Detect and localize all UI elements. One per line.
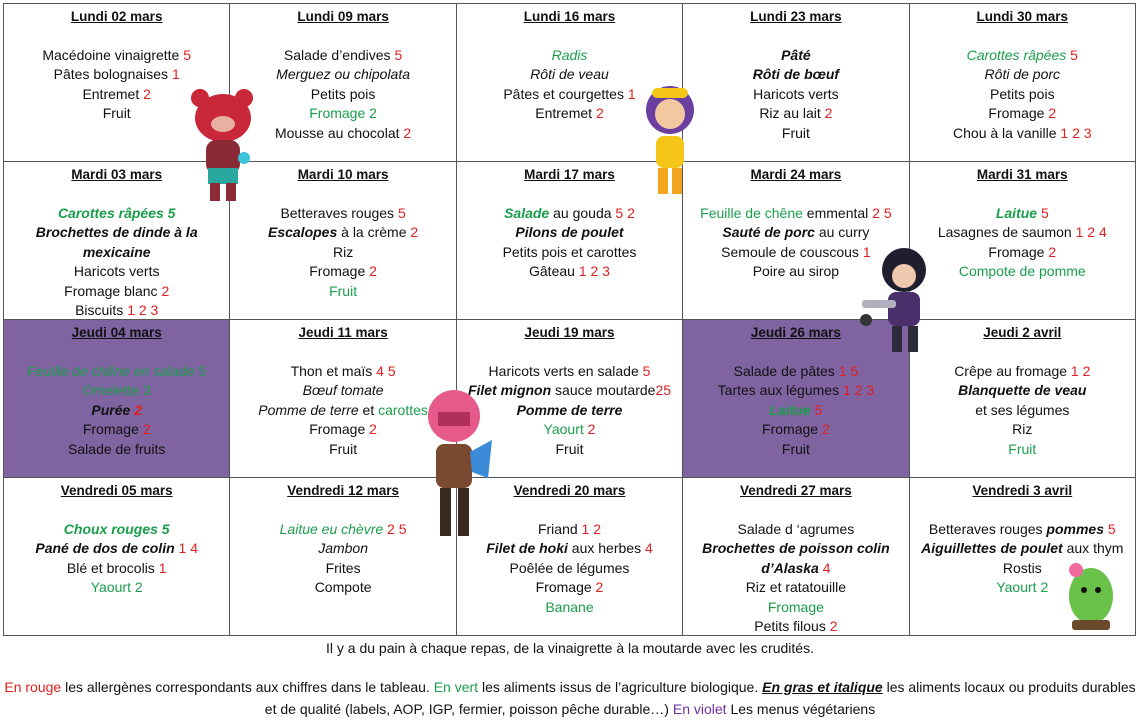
menu-item [687,401,904,421]
menu-text: Fruit [781,440,810,457]
menu-text: Fruit [555,440,584,457]
menu-text: 1 2 3 [1060,124,1092,141]
legend-violet-text: Les menus végétariens [726,701,876,717]
menu-text: 1 5 [838,362,859,379]
menu-item [461,539,678,559]
menu-item [914,204,1131,224]
menu-text: Macédoine vinaigrette [42,46,184,63]
menu-text: Fruit [102,105,131,121]
day-title: Vendredi 27 mars [739,483,852,498]
legend-bold-text: les aliments locaux ou produits durables et de qualité (labels, AOP, IGP, fermier, poisson pêche durable…) [264,679,1136,717]
menu-text: pommes [1046,520,1104,537]
menu-item [687,124,904,144]
menu-text: Yaourt [543,421,584,437]
menu-text: Salade d ‘agrumes [737,520,855,537]
menu-text: Riz [1012,421,1033,437]
menu-text: 2 [1048,243,1057,260]
menu-item [461,598,678,618]
menu-item [8,520,225,540]
cactus-character-illustration [1058,560,1124,632]
menu-cell-mardi-31-mars [910,162,1136,320]
day-title: Vendredi 3 avril [972,483,1073,498]
menu-grid [3,3,1136,636]
menu-text: Haricots verts en salade [488,362,643,379]
menu-text: 1 2 4 [1075,224,1107,240]
menu-text: 1 2 3 [127,302,159,318]
menu-text: emmental [802,204,873,221]
menu-text: Pomme de terre [258,401,359,418]
menu-text: Thon et maïs [290,362,377,379]
menu-text: Yaourt 2 [996,579,1049,595]
menu-text: Fromage [535,579,596,595]
menu-text: Rôti de veau [530,66,609,82]
menu-item [914,65,1131,85]
day-title: Lundi 23 mars [750,9,842,24]
menu-text: 1 2 [581,520,602,537]
menu-text: Laitue [995,204,1038,221]
menu-item [461,559,678,579]
menu-text: Riz au lait [759,105,825,121]
day-title: Jeudi 26 mars [750,325,841,340]
menu-item [234,559,451,579]
menu-text: Poire au sirop [752,263,840,279]
legend-green-label: En vert [433,679,479,695]
menu-text: Pané de dos de colin [35,540,175,556]
menu-item [461,46,678,66]
day-title: Vendredi 05 mars [60,483,173,498]
legend-bold-label: En gras et italique [762,679,883,695]
menu-item [234,282,451,302]
menu-item [461,204,678,224]
menu-item [461,362,678,382]
menu-text: 2 [595,579,604,595]
menu-item [8,381,225,401]
menu-item [234,243,451,263]
menu-text: Chou à la vanille [953,124,1061,141]
menu-text: Haricots verts [73,263,160,279]
menu-text: Pâtes bolognaises [53,66,172,82]
menu-text: Carottes râpées [966,46,1067,63]
menu-item [687,85,904,105]
menu-text: aux herbes [567,540,645,556]
menu-text: 2 [821,421,830,437]
menu-text: Petits pois [989,85,1055,102]
tara-character-illustration [418,382,496,540]
day-title: Jeudi 2 avril [983,325,1062,340]
menu-text: 2 5 [383,520,407,537]
menu-item [8,204,225,224]
menu-item [687,440,904,460]
menu-text: Frites [325,559,361,576]
menu-text: Crêpe au fromage [954,362,1071,379]
menu-text: 2 5 [872,204,892,221]
menu-item [234,65,451,85]
bibi-character-illustration [858,240,938,355]
menu-text: 1 2 [1070,362,1091,379]
menu-text: 1 [171,66,180,82]
menu-text: 5 [642,362,651,379]
menu-text: 5 [194,362,207,379]
menu-item [914,420,1131,440]
menu-text: carottes [378,401,428,418]
menu-item [8,46,225,66]
menu-item [234,204,451,224]
menu-item [687,362,904,382]
menu-text: 5 2 [615,204,635,221]
menu-text: Haricots verts [753,85,839,102]
day-title: Mardi 03 mars [71,167,163,182]
legend-violet-label: En violet [672,701,727,717]
menu-text: 2 [824,105,833,121]
menu-text: Fruit [329,440,358,457]
menu-text: 5 [810,401,823,418]
menu-text: Fruit [329,282,358,299]
menu-item [234,223,451,243]
menu-text: 2 [369,263,377,279]
menu-text: Petits pois et carottes [502,243,637,260]
menu-item [687,617,904,636]
menu-text: Feuille de chêne en salade [27,362,195,379]
menu-item [8,578,225,598]
menu-item [687,46,904,66]
menu-text: Escalopes [267,224,338,240]
bear-character-illustration [178,88,268,203]
menu-text: Yaourt 2 [90,579,143,595]
menu-text: 5 [394,46,403,63]
menu-item [8,65,225,85]
menu-item [234,539,451,559]
menu-text: Feuille de chêne [700,204,803,221]
menu-text: 2 [130,401,142,418]
menu-text: Gâteau [529,263,579,279]
menu-text: 4 5 [376,362,396,379]
menu-item [8,420,225,440]
day-title: Vendredi 20 mars [513,483,626,498]
day-title: Jeudi 11 mars [298,325,388,340]
menu-text: 5 [397,204,406,221]
menu-text: Blanquette de veau [958,382,1087,398]
bee-girl-character-illustration [640,80,700,198]
menu-text: 5 [1037,204,1049,221]
menu-text: Laitue [769,401,811,418]
menu-item [687,578,904,598]
menu-text: 5 [1066,46,1078,63]
menu-item [8,262,225,282]
day-title: Lundi 09 mars [297,9,389,24]
menu-cell-vendredi-27-mars [683,478,909,636]
menu-item [234,46,451,66]
menu-item [8,401,225,421]
menu-item [914,440,1131,460]
menu-text: 5 [183,46,192,63]
menu-text: Entremet [535,105,596,121]
menu-text: 4 [818,559,831,576]
legend-red-label: En rouge [4,679,62,695]
day-title: Vendredi 12 mars [287,483,399,498]
menu-text: Fruit [1008,440,1037,457]
menu-text: 1 [627,85,636,102]
day-title: Mardi 31 mars [976,167,1068,182]
legend-red-text: les allergènes correspondants aux chiffres dans le tableau. [61,679,434,695]
menu-item [461,223,678,243]
menu-text: Riz et ratatouille [745,579,847,595]
menu-text: Fromage [82,421,143,437]
menu-item [914,124,1131,144]
menu-item [687,539,904,578]
menu-cell-jeudi-2-avril [910,320,1136,478]
menu-text: 1 [862,243,871,260]
menu-text: Blé et brocolis [66,559,159,576]
menu-text: Rostis [1002,559,1042,576]
menu-text: Pilons de poulet [515,224,624,240]
menu-text: à la crème [337,224,411,240]
menu-text: 4 [644,540,653,556]
menu-text: Banane [545,598,594,615]
menu-text: Entremet [82,85,144,102]
menu-item [8,282,225,302]
menu-text: Biscuits [75,302,128,318]
menu-text: Fromage [762,421,822,437]
menu-text: Salade de pâtes [733,362,839,379]
menu-text: Friand [537,520,582,537]
menu-item [687,65,904,85]
menu-text: Radis [551,46,588,63]
menu-item [914,46,1131,66]
footer-note: Il y a du pain à chaque repas, de la vinaigrette à la moutarde avec les crudités. [326,640,814,656]
menu-text: Pomme de terre [516,401,623,418]
menu-text: Rôti de porc [984,66,1061,82]
menu-text: et ses légumes [975,401,1070,418]
menu-text: Merguez ou chipolata [276,66,411,82]
day-title: Mardi 24 mars [750,167,842,182]
menu-item [687,381,904,401]
menu-item [687,104,904,124]
menu-item [914,362,1131,382]
menu-text: Salade de fruits [68,440,166,457]
menu-text: Jambon [318,540,368,556]
menu-text: Choux rouges 5 [63,520,170,537]
menu-text: Salade d’endives [283,46,395,63]
menu-text: Rôti de bœuf [752,66,840,82]
menu-text: Aiguillettes de poulet [921,540,1063,556]
menu-item [461,578,678,598]
menu-text: 1 2 3 [578,263,610,279]
menu-item [687,420,904,440]
menu-text: Filet mignon [467,382,552,398]
menu-item [234,262,451,282]
menu-text: Betteraves rouges [280,204,398,221]
menu-text: Poêlée de légumes [509,559,630,576]
menu-text: Fromage blanc [64,282,162,299]
menu-text: Betteraves rouges [928,520,1047,537]
menu-text: Petits filous [754,618,830,634]
menu-text: Carottes râpées 5 [57,204,176,221]
menu-text: 2 [142,421,151,437]
menu-text: 2 [583,421,596,437]
menu-item [914,401,1131,421]
day-title: Jeudi 19 mars [524,325,615,340]
day-title: Mardi 17 mars [524,167,615,182]
menu-cell-lundi-23-mars [683,4,909,162]
menu-text: et [358,401,379,418]
legend-green-text: les aliments issus de l’agriculture biologique. [478,679,763,695]
menu-text: Petits pois [310,85,376,102]
menu-text: 2 [369,421,377,437]
menu-text: Fruit [781,124,810,141]
day-title: Jeudi 04 mars [71,325,162,340]
day-title: Lundi 02 mars [70,9,163,24]
menu-text: aux thym [1062,540,1124,556]
menu-text: Lasagnes de saumon [937,224,1076,240]
menu-item [687,598,904,618]
menu-item [461,262,678,282]
menu-text: Filet de hoki [486,540,568,556]
menu-text: Fromage [767,598,824,615]
day-title: Mardi 10 mars [297,167,389,182]
menu-cell-jeudi-04-mars [4,320,230,478]
menu-text: Riz [332,243,354,260]
menu-text: Tartes aux légumes [717,382,843,398]
menu-text: Brochettes de dinde à la mexicaine [35,224,198,260]
menu-item [914,85,1131,105]
menu-text: Pâtes et courgettes [503,85,628,102]
menu-text: Purée [91,401,131,418]
menu-item [914,223,1131,243]
menu-text: 2 [1048,105,1057,121]
menu-text: 1 [158,559,167,576]
menu-item [914,381,1131,401]
menu-text: 2 [595,105,604,121]
menu-item [234,362,451,382]
menu-item [914,520,1131,540]
menu-text: Bœuf tomate [302,382,384,398]
menu-text: Omelette 3 [82,382,151,398]
menu-item [461,243,678,263]
menu-text: 1 2 3 [842,382,875,398]
menu-text: Sauté de porc [722,224,815,240]
menu-text: Fromage 2 [309,105,377,121]
menu-text: Compote de pomme [958,263,1086,279]
menu-item [914,262,1131,282]
menu-text: 25 [655,382,672,398]
menu-item [914,243,1131,263]
menu-item [8,559,225,579]
menu-text: 2 [143,85,151,102]
menu-cell-lundi-30-mars [910,4,1136,162]
day-title: Lundi 16 mars [523,9,616,24]
menu-item [687,204,904,224]
menu-item [8,362,225,382]
menu-text: Fromage [988,243,1049,260]
menu-text: Laitue eu chèvre [279,520,384,537]
menu-item [8,223,225,262]
menu-text: Fromage [309,421,370,437]
menu-item [8,440,225,460]
menu-text: au curry [814,224,870,240]
menu-text: Salade [504,204,550,221]
legend [0,676,1140,720]
menu-item [234,578,451,598]
menu-item [914,104,1131,124]
menu-text: sauce moutarde [551,382,656,398]
menu-text: 2 [829,618,838,634]
menu-text: Pâté [781,46,811,63]
menu-text: 2 [403,124,412,141]
menu-text: 2 [161,282,170,299]
menu-text: 1 4 [174,540,198,556]
menu-text: Compote [314,579,372,595]
menu-cell-vendredi-05-mars [4,478,230,636]
day-title: Lundi 30 mars [976,9,1069,24]
menu-item [687,520,904,540]
menu-text: Fromage [988,105,1049,121]
menu-item [8,301,225,320]
menu-text: Fromage [309,263,370,279]
menu-text: Semoule de couscous [721,243,863,260]
menu-text: 2 [410,224,419,240]
menu-item [914,539,1131,559]
menu-item [8,539,225,559]
menu-text: Brochettes de poisson colin d’Alaska [702,540,890,576]
menu-text: 5 [1103,520,1116,537]
menu-text: au gouda [549,204,616,221]
menu-text: Mousse au chocolat [274,124,404,141]
